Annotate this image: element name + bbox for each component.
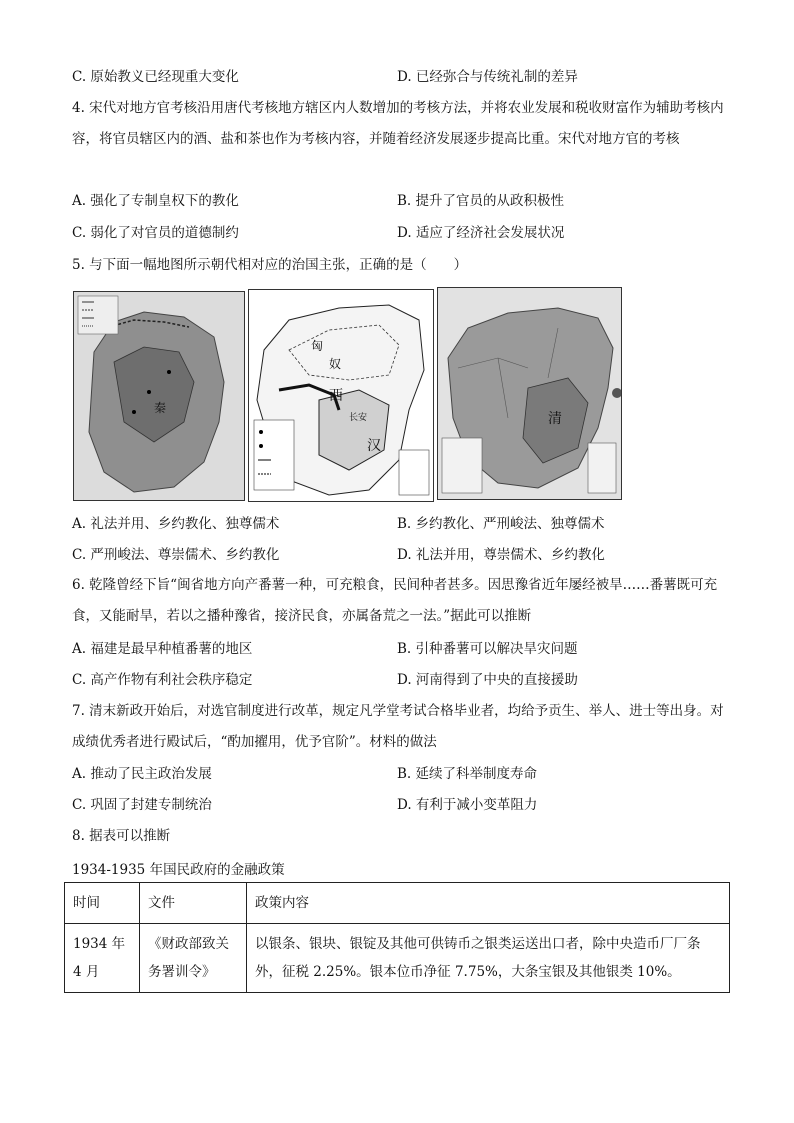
q5-option-d: D. 礼法并用，尊崇儒术、乡约教化 <box>397 547 605 563</box>
q6-option-d: D. 河南得到了中央的直接援助 <box>397 672 578 688</box>
cell-time: 1934 年 4 月 <box>65 924 140 993</box>
q6-stem: 6. 乾隆曾经下旨“闽省地方向产番薯一种，可充粮食，民间种者甚多。因思豫省近年屡经被旱……番薯既可充食，又能耐旱，若以之播种豫省，接济民食，亦属备荒之一法。”据此可以推断 <box>72 577 718 624</box>
map-qin-label: 秦 <box>154 401 167 415</box>
q8-stem: 8. 据表可以推断 <box>72 828 171 844</box>
q3-option-d: D. 已经弥合与传统礼制的差异 <box>397 69 578 85</box>
map-han-label-han: 汉 <box>367 438 381 454</box>
map-han-label-xiong: 匈 <box>311 339 324 353</box>
header-document: 文件 <box>140 883 247 924</box>
map-western-han <box>248 289 434 502</box>
q6-option-b: B. 引种番薯可以解决旱灾问题 <box>397 641 578 657</box>
q7-stem: 7. 清末新政开始后，对选官制度进行改革，规定凡学堂考试合格毕业者，均给予贡生、举人、进士等出身。对成绩优秀者进行殿试后，“酌加擢用，优予官阶”。材料的做法 <box>72 703 724 750</box>
q5-option-b: B. 乡约教化、严刑峻法、独尊儒术 <box>397 516 605 532</box>
q4-option-b: B. 提升了官员的从政积极性 <box>397 193 565 209</box>
q4-option-a: A. 强化了专制皇权下的教化 <box>72 193 239 209</box>
q4-option-c: C. 弱化了对官员的道德制约 <box>72 225 239 241</box>
table-caption: 1934-1935 年国民政府的金融政策 <box>72 862 285 878</box>
q5-option-a: A. 礼法并用、乡约教化、独尊儒术 <box>72 516 280 532</box>
cell-document: 《财政部致关务署训令》 <box>140 924 247 993</box>
map-han-label-xi: 西 <box>329 388 343 404</box>
header-time: 时间 <box>65 883 140 924</box>
map-han-label-changan: 长安 <box>349 413 368 423</box>
map-han-label-nu: 奴 <box>329 357 342 371</box>
q5-stem: 5. 与下面一幅地图所示朝代相对应的治国主张，正确的是（ ） <box>72 257 468 273</box>
header-content: 政策内容 <box>247 883 730 924</box>
q4-option-d: D. 适应了经济社会发展状况 <box>397 225 565 241</box>
q6-option-a: A. 福建是最早种植番薯的地区 <box>72 641 253 657</box>
table-header-row <box>65 883 730 924</box>
q7-option-b: B. 延续了科举制度寿命 <box>397 766 538 782</box>
finance-policy-table <box>64 882 730 993</box>
cell-content: 以银条、银块、银锭及其他可供铸币之银类运送出口者，除中央造币厂厂条外，征税 2.25%。银本位币净征 7.75%，大条宝银及其他银类 10%。 <box>247 924 730 993</box>
q7-option-c: C. 巩固了封建专制统治 <box>72 797 212 813</box>
map-qin <box>73 291 245 501</box>
map-qing-label: 清 <box>548 411 562 427</box>
q3-option-c: C. 原始教义已经现重大变化 <box>72 69 239 85</box>
q5-option-c: C. 严刑峻法、尊崇儒术、乡约教化 <box>72 547 280 563</box>
q6-option-c: C. 高产作物有利社会秩序稳定 <box>72 672 253 688</box>
map-qing <box>437 287 622 500</box>
q7-option-a: A. 推动了民主政治发展 <box>72 766 212 782</box>
q7-option-d: D. 有利于减小变革阻力 <box>397 797 538 813</box>
q4-stem: 4. 宋代对地方官考核沿用唐代考核地方辖区内人数增加的考核方法，并将农业发展和税收财富作为辅助考核内容，将官员辖区内的酒、盐和茶也作为考核内容，并随着经济发展逐步提高比重。宋代对地方官的考核 <box>72 100 724 147</box>
table-row <box>65 924 730 993</box>
